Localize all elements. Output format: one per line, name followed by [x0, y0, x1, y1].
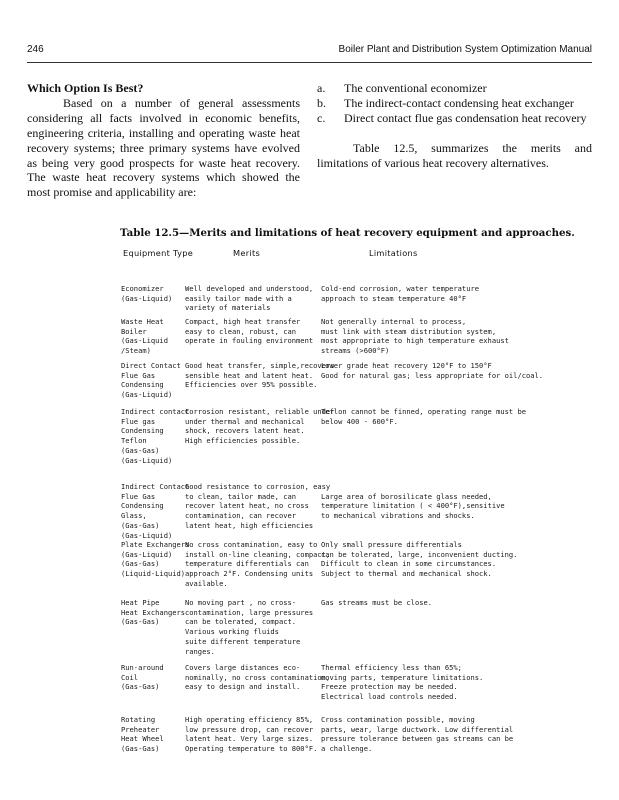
table-cell-merits [185, 407, 335, 446]
cell-line: Thermal efficiency less than 65%; [321, 663, 462, 672]
table-cell-merits [185, 663, 331, 692]
cell-line: Preheater [121, 724, 160, 734]
cell-line: (Gas-Liquid) [121, 455, 173, 465]
cell-line: (Liquid-Liquid) [121, 569, 186, 579]
cell-line: must link with steam distribution system, [321, 326, 497, 336]
cell-line: can be tolerated, compact. [185, 617, 297, 627]
cell-line: Boiler [121, 326, 147, 336]
option-item [317, 81, 592, 96]
cell-line: Cold-end corrosion, water temperature [321, 284, 480, 293]
table-cell-merits [185, 598, 317, 656]
cell-line: Indirect Contact [121, 482, 190, 491]
option-label: a. [317, 81, 326, 95]
cell-line: operate in fouling environment [185, 336, 314, 346]
cell-line: to clean, tailor made, can [185, 491, 297, 501]
cell-line: No moving part , no cross- [185, 598, 297, 607]
cell-line: sensible heat and latent heat. [185, 370, 314, 380]
table-cell-limitations [321, 715, 514, 754]
cell-line: Good for natural gas; less appropriate for oil/coal. [321, 370, 544, 380]
cell-line: latent heat, high efficiencies [185, 520, 314, 530]
table-cell-merits [185, 361, 335, 390]
cell-line: suite different temperature [185, 636, 301, 646]
cell-line: nominally, no cross contamination, [185, 672, 331, 682]
cell-line: Coil [121, 672, 139, 682]
cell-line: to mechanical vibrations and shocks. [321, 511, 475, 521]
cell-line: Direct Contact [121, 361, 181, 370]
cell-line: Subject to thermal and mechanical shock. [321, 569, 492, 579]
option-item [317, 96, 592, 111]
cell-line: Operating temperature to 800°F. [185, 744, 318, 754]
cell-line: (Gas-Gas) [121, 445, 160, 455]
cell-line: Teflon cannot be finned, operating range must be [321, 407, 526, 416]
table-cell-equipment [121, 715, 183, 754]
option-label: c. [317, 110, 326, 125]
cell-line: Waste Heat [121, 317, 164, 326]
cell-line: (Gas-Liquid [121, 336, 168, 346]
cell-line: Economizer [121, 284, 164, 293]
cell-line: easily tailor made with a [185, 293, 292, 303]
cell-line: temperature limitation ( < 400°F),sensitive [321, 501, 505, 511]
right-column [317, 81, 592, 171]
cell-line: High operating efficiency 85%, [185, 715, 314, 724]
option-text: The indirect-contact condensing heat exchanger [344, 95, 574, 110]
cell-line: streams (>600°F) [321, 346, 390, 356]
cell-line: Flue gas [121, 416, 156, 426]
cell-line: temperature differentials can [185, 559, 309, 569]
option-text: The conventional economizer [344, 81, 487, 95]
table-cell-merits [185, 284, 317, 313]
table-cell-limitations [321, 284, 507, 303]
cell-line: Compact, high heat transfer [185, 317, 301, 326]
table-cell-limitations [321, 317, 507, 356]
cell-line: Electrical load controls needed. [321, 692, 458, 702]
table-intro-paragraph: Table 12.5, summarizes the merits and limitations of various heat recovery alternatives. [317, 140, 592, 170]
cell-line: Freeze protection may be needed. [321, 682, 458, 692]
table-cell-equipment [121, 540, 190, 579]
cell-line: (Gas-Gas) [121, 520, 160, 530]
column-header-equipment: Equipment Type [123, 248, 194, 258]
cell-line: No cross contamination, easy to [185, 540, 318, 549]
cell-line: available. [185, 578, 228, 588]
cell-line: (Gas-Gas) [121, 682, 160, 692]
cell-line: ranges. [185, 646, 215, 656]
column-header-merits: Merits [233, 248, 261, 258]
option-text: Direct contact flue gas condensation heat recovery [344, 110, 587, 125]
table-cell-limitations [321, 407, 526, 426]
cell-line: (Gas-Liquid) [121, 293, 173, 303]
cell-line: Gas streams must be close. [321, 598, 433, 607]
cell-line: Large area of borosilicate glass needed, [321, 491, 492, 501]
option-label: b. [317, 95, 326, 110]
cell-line: moving parts, temperature limitations. [321, 672, 484, 682]
cell-line: Not generally internal to process, [321, 317, 467, 326]
cell-line: Only small pressure differentials [321, 540, 462, 549]
table-cell-limitations [321, 361, 544, 380]
cell-line: Rotating [121, 715, 156, 724]
cell-line: easy to clean, robust, can [185, 326, 297, 336]
cell-line: Well developed and understood, [185, 284, 314, 293]
table-cell-merits [185, 317, 317, 346]
cell-line: shock, recovers latent heat. [185, 426, 305, 436]
table-cell-limitations [321, 598, 507, 608]
cell-line: Good heat transfer, simple,recovers [185, 361, 335, 370]
cell-line: Flue Gas [121, 491, 156, 501]
cell-line: contamination, large pressures [185, 607, 314, 617]
cell-line: pressure tolerance between gas streams can be [321, 734, 514, 744]
cell-line: Covers large distances eco- [185, 663, 301, 672]
table-cell-equipment [121, 317, 183, 356]
cell-line: latent heat. Very large sizes. [185, 734, 314, 744]
cell-line: Heat Wheel [121, 734, 164, 744]
header-rule [27, 62, 592, 63]
table-cell-equipment [121, 407, 190, 465]
cell-line: approach to steam temperature 40°F [321, 293, 467, 303]
running-title: Boiler Plant and Distribution System Optimization Manual [338, 44, 592, 55]
cell-line: Various working fluids [185, 627, 279, 637]
cell-line: Difficult to clean in some circumstances. [321, 559, 497, 569]
section-heading: Which Option Is Best? [27, 81, 144, 95]
table-cell-equipment [121, 482, 190, 540]
column-header-limitations: Limitations [369, 248, 418, 258]
cell-line: install on-line cleaning, compact, [185, 549, 331, 559]
cell-line: Plate Exchangers [121, 540, 190, 549]
cell-line: recover latent heat, no cross [185, 501, 309, 511]
cell-line: parts, wear, large ductwork. Low differential [321, 724, 514, 734]
cell-line: can be tolerated, large, inconvenient ducting. [321, 549, 518, 559]
cell-line: Indirect contact [121, 407, 190, 416]
cell-line: Teflon [121, 436, 147, 446]
cell-line: Condensing [121, 380, 164, 390]
cell-line: (Gas-Liquid) [121, 530, 173, 540]
cell-line: (Gas-Gas) [121, 744, 160, 754]
table-cell-merits [185, 540, 331, 589]
table-cell-limitations [321, 663, 507, 702]
table-cell-limitations [321, 540, 518, 579]
table-cell-equipment [121, 284, 183, 303]
table-caption: Table 12.5—Merits and limitations of heat recovery equipment and approaches. [120, 227, 575, 239]
table-cell-equipment [121, 361, 183, 400]
cell-line: (Gas-Gas) [121, 617, 160, 627]
page-header [27, 44, 592, 60]
cell-line: Run-around [121, 663, 164, 672]
body-paragraph: Based on a number of general assessments considering all facts involved in economic benefits, engineering criteria, installing and operating waste heat recovery systems; three primary systems have evolved as being very good prospects for waste heat recovery. The waste heat recovery systems which showed the most promise and applicability are: [27, 95, 300, 200]
cell-line: low pressure drop, can recover [185, 724, 314, 734]
table-cell-merits [185, 715, 317, 754]
cell-line: contamination, can recover [185, 511, 297, 521]
table-cell-equipment [121, 663, 183, 692]
table-cell-limitations [321, 482, 507, 521]
cell-line: Cross contamination possible, moving [321, 715, 475, 724]
cell-line: variety of materials [185, 303, 271, 313]
cell-line: (Gas-Liquid) [121, 549, 173, 559]
cell-line: a challenge. [321, 744, 373, 754]
cell-line: most appropriate to high temperature exhaust [321, 336, 509, 346]
cell-line: Efficiencies over 95% possible. [185, 380, 318, 390]
cell-line: Condensing [121, 426, 164, 436]
cell-line: Corrosion resistant, reliable under [185, 407, 335, 416]
cell-line: approach 2°F. Condensing units [185, 569, 314, 579]
cell-line: below 400 - 600°F. [321, 416, 398, 426]
option-item [317, 111, 592, 126]
cell-line: Flue Gas [121, 370, 156, 380]
cell-line: Condensing [121, 501, 164, 511]
table-cell-equipment [121, 598, 186, 627]
page-number: 246 [27, 44, 44, 55]
cell-line: easy to design and install. [185, 682, 301, 692]
cell-line: Good resistance to corrosion, easy [185, 482, 331, 491]
cell-line: (Gas-Gas) [121, 559, 160, 569]
option-list [317, 81, 592, 126]
cell-line: under thermal and mechanical [185, 416, 305, 426]
cell-line: /Steam) [121, 346, 151, 356]
left-column [27, 81, 300, 200]
cell-line: High efficiencies possible. [185, 436, 301, 446]
cell-line: Heat Exchangers [121, 607, 186, 617]
cell-line: Glass, [121, 511, 147, 521]
cell-line: Lower grade heat recovery 120°F to 150°F [321, 361, 492, 370]
cell-line: Heat Pipe [121, 598, 160, 607]
table-cell-merits [185, 482, 331, 531]
cell-line [321, 482, 507, 492]
cell-line: (Gas-Liquid) [121, 390, 173, 400]
